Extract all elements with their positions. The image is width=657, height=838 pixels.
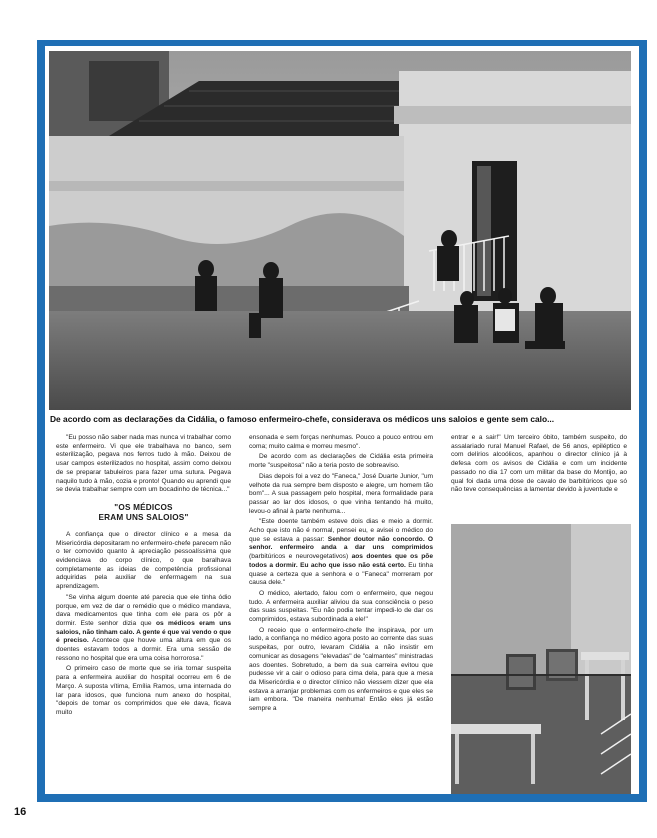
text-column-3 [451, 434, 627, 522]
paragraph: ensonada e sem forças nenhumas. Pouco a pouco entrou em coma; muito calma e morreu mesmo". [249, 434, 433, 450]
paragraph [56, 594, 231, 664]
paragraph: O receio que o enfermeiro-chefe lhe inspirava, por um lado, a confiança no médico agora posto ao corrente das suas suspeitas, por outro, levaram Cidália a não insistir em comunicar as dosagens "elevadas" de "calmantes" ministradas aos doentes. Sobretudo, a bem da sua carreira evitou que pudesse vir a cair o odioso para cima dela, para que a mesa da Misericórdia e o director clínico não viessem dizer que ela estava a arranjar problemas com os enfermeiros e que eles se iam embora. "De maneira nenhuma! Então eles já estão sempre a [249, 626, 433, 713]
subheading-line-1: "OS MÉDICOS [114, 502, 173, 512]
text-run: "Se vinha algum doente até parecia que ele tinha ódio porque, em vez de dar o remédio que o médico mandava, dava medicamentos que tinha com ele para os pôr a dormir. Este senhor dizia que [56, 593, 231, 627]
main-photograph [49, 51, 631, 410]
hospital-room-scene [451, 524, 631, 794]
text-run: Acontece que houve uma altura em que os doentes estavam todos a dormir. Era uma sessão de ressono no hospital que era uma coisa horrorosa." [56, 637, 231, 662]
page-number: 16 [14, 806, 27, 818]
paragraph: entrar e a sair!" Um terceiro óbito, também suspeito, do assalariado rural Manuel Rafael, de 56 anos, epiléptico e com delírios alcoólicos, apanhou o director clínico já à defesa com os avisos de Cidália e com um incidente passado no dia 17 com um militar da base do Montijo, ao qual foi dada uma dose de cavalo de barbitúricos que só não teve consequências a lamentar devido à juventude e [451, 434, 627, 494]
paragraph: De acordo com as declarações de Cidália esta primeira morte "suspeitosa" não a teria posto de sobreaviso. [249, 453, 433, 470]
section-subheading [56, 503, 231, 523]
paragraph: O médico, alertado, falou com o enfermeiro, que negou tudo. A enfermeira auxiliar aliviou da sua consciência o peso das suas suspeitas. "Eu não podia tentar impedi-lo de dar os comprimidos, estava subordinada a ele!" [249, 589, 433, 624]
text-run: "Este doente também esteve dois dias e meio a dormir. Acho que isto não é normal, pensei eu, e avisei o médico do que se estava a passar: [249, 518, 433, 543]
paragraph: Dias depois foi a vez do "Faneca," José Duarte Junior, "um velhote da rua sempre bem disposto e alegre, um homem tão bom"... A sua passagem pelo hospital, mera formalidade para passar ao lar dos idosos, o que vinha tentando há muito, levou-o afinal à parte nenhuma... [249, 472, 433, 515]
paragraph: "Eu posso não saber nada mas nunca vi trabalhar como este enfermeiro. Vi que ele trabalhava no banco, sem esterilização, pegava nos ferros tudo à mão. Deixou de usar campos esterilizados no hospital, assim como deixou de se preparar tabuleiros para fazer uma sutura. Pegava naquilo tudo à mão, cozia e pronto! Quando eu aprendi que se devia trabalhar sempre com um bocadinho de técnica..." [56, 434, 231, 494]
paragraph [249, 518, 433, 588]
subheading-line-2: ERAM UNS SALOIOS" [98, 512, 189, 522]
bold-quote: os médicos eram uns saloios, não tinham calo. A gente é que vai vendo o que é preciso. [56, 619, 231, 645]
paragraph: A confiança que o director clínico e a mesa da Misericórdia depositaram no enfermeiro-chefe parecem não o ter comovido quanto à apreciação pessoalíssima que evidenciava do corpo clínico, o que baralhava completamente as ideias de competência profissional adquiridas pela auxiliar de enfermagem na sua aprendizagem. [56, 530, 231, 591]
paragraph: O primeiro caso de morte que se iria tornar suspeita para a enfermeira auxiliar do hospital ocorreu em 6 de Março. A suposta vítima, Emília Ramos, uma internada do lar para idosos, que funciona num anexo do hospital, "depois de tomar os comprimidos que ele dava, ficava muito [56, 665, 231, 716]
bold-quote: Senhor doutor não concordo. O senhor. enfermeiro anda a dar uns comprimidos [249, 535, 433, 552]
text-column-2 [249, 434, 433, 796]
hospital-room-photograph [451, 524, 631, 794]
bold-quote: aos doentes que os põe todos a dormir. Eu acho que isso não está certo. [249, 553, 433, 569]
text-run: (barbitúricos e neurovegetativos) [249, 553, 352, 561]
text-column-1 [56, 434, 231, 796]
photo-caption: De acordo com as declarações da Cidália, o famoso enfermeiro-chefe, considerava os médicos uns saloios e gente sem calo... [50, 414, 555, 424]
courtyard-scene [49, 51, 631, 410]
text-run: Eu tinha quase a certeza que a senhora e o "Faneca" morreram por causa dele." [249, 561, 433, 587]
